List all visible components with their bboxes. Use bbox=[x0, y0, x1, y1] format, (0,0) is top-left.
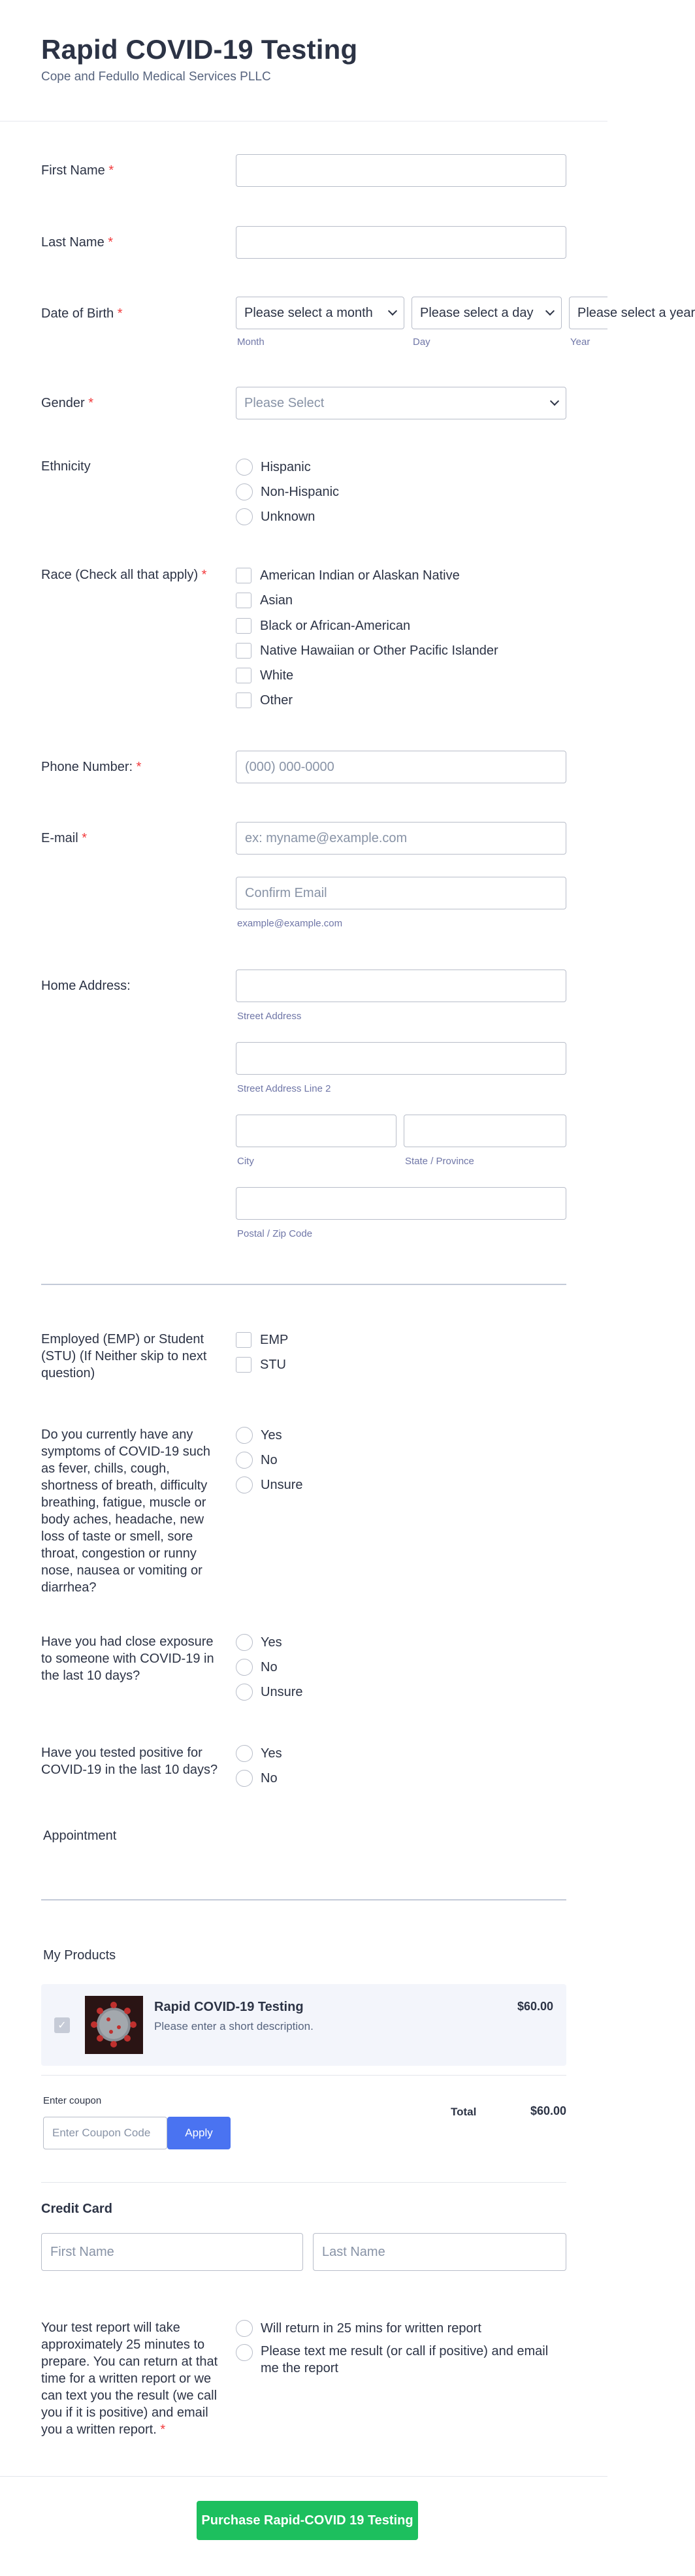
phone-input[interactable] bbox=[236, 751, 566, 783]
chevron-down-icon bbox=[545, 306, 555, 316]
gender-value: Please Select bbox=[244, 395, 325, 410]
address-label: Home Address: bbox=[41, 979, 131, 993]
footer-divider bbox=[0, 2476, 607, 2477]
last-name-input[interactable] bbox=[236, 226, 566, 259]
section-divider bbox=[41, 1284, 566, 1285]
last-name-label: Last Name * bbox=[41, 235, 114, 250]
race-option-asian[interactable]: Asian bbox=[236, 591, 293, 610]
symptoms-option-unsure[interactable]: Unsure bbox=[236, 1476, 302, 1494]
dob-label: Date of Birth * bbox=[41, 306, 123, 321]
product-price: $60.00 bbox=[517, 2000, 553, 2013]
symptoms-option-no[interactable]: No bbox=[236, 1451, 278, 1469]
form-header bbox=[0, 0, 607, 122]
report-option-text[interactable]: Please text me result (or call if positive) and email me the report bbox=[236, 2343, 566, 2377]
report-label: Your test report will take approximately 25 minutes to prepare. You can return at that time for a written report or we can text you the result (we call you if it is positive) and email you a written report. * bbox=[41, 2321, 218, 2437]
race-option-black[interactable]: Black or African-American bbox=[236, 617, 410, 635]
city-input[interactable] bbox=[236, 1115, 396, 1147]
radio-icon bbox=[236, 1427, 253, 1444]
ethnicity-option-unknown[interactable]: Unknown bbox=[236, 508, 315, 526]
radio-icon bbox=[236, 1452, 253, 1469]
chevron-down-icon bbox=[550, 397, 559, 406]
checkmark-icon[interactable]: ✓ bbox=[54, 2017, 70, 2033]
employment-label: Employed (EMP) or Student (STU) (If Neither skip to next question) bbox=[41, 1332, 207, 1380]
product-item bbox=[41, 1984, 566, 2066]
city-sublabel: City bbox=[237, 1156, 254, 1167]
ethnicity-option-hispanic[interactable]: Hispanic bbox=[236, 458, 311, 476]
dob-year-select[interactable] bbox=[569, 297, 695, 329]
race-option-american-indian[interactable]: American Indian or Alaskan Native bbox=[236, 566, 460, 585]
radio-icon bbox=[236, 459, 253, 476]
card-last-name-input[interactable] bbox=[313, 2233, 566, 2271]
product-name: Rapid COVID-19 Testing bbox=[154, 2000, 304, 2014]
coupon-input[interactable] bbox=[43, 2117, 167, 2149]
credit-card-label: Credit Card bbox=[41, 2202, 112, 2216]
employment-option-stu[interactable]: STU bbox=[236, 1356, 286, 1374]
race-option-pacific-islander[interactable]: Native Hawaiian or Other Pacific Islander bbox=[236, 642, 498, 660]
card-first-name-input[interactable] bbox=[41, 2233, 303, 2271]
radio-icon bbox=[236, 483, 253, 500]
total-value: $60.00 bbox=[530, 2104, 566, 2117]
radio-icon bbox=[236, 1745, 253, 1762]
exposure-option-yes[interactable]: Yes bbox=[236, 1633, 282, 1652]
checkbox-icon bbox=[236, 693, 251, 708]
dob-month-select[interactable] bbox=[236, 297, 404, 329]
race-option-other[interactable]: Other bbox=[236, 691, 293, 709]
tested-option-yes[interactable]: Yes bbox=[236, 1744, 282, 1763]
phone-label: Phone Number: * bbox=[41, 760, 142, 774]
coupon-placeholder: Enter Coupon Code bbox=[52, 2127, 151, 2139]
tested-option-no[interactable]: No bbox=[236, 1769, 278, 1787]
state-input[interactable] bbox=[404, 1115, 566, 1147]
confirm-email-placeholder: Confirm Email bbox=[245, 885, 327, 900]
dob-year-sublabel: Year bbox=[570, 336, 590, 348]
checkbox-icon bbox=[236, 1357, 251, 1373]
email-hint: example@example.com bbox=[237, 918, 343, 929]
symptoms-label: Do you currently have any symptoms of COVID-19 such as fever, chills, cough, shortness of breath, difficulty breathing, fatigue, muscle or body aches, headache, new loss of taste or smell, sore throat, congestion or runny nose, nausea or vomiting or diarrhea? bbox=[41, 1427, 210, 1595]
radio-icon bbox=[236, 1684, 253, 1701]
chevron-down-icon bbox=[388, 306, 397, 316]
tested-label: Have you tested positive for COVID-19 in the last 10 days? bbox=[41, 1746, 218, 1777]
state-sublabel: State / Province bbox=[405, 1156, 474, 1167]
dob-day-value: Please select a day bbox=[420, 305, 534, 320]
page-subtitle: Cope and Fedullo Medical Services PLLC bbox=[41, 70, 271, 84]
exposure-option-no[interactable]: No bbox=[236, 1658, 278, 1676]
email-input[interactable] bbox=[236, 822, 566, 855]
street-address-sublabel: Street Address bbox=[237, 1011, 302, 1022]
radio-icon bbox=[236, 1770, 253, 1787]
dob-month-value: Please select a month bbox=[244, 305, 373, 320]
coupon-label: Enter coupon bbox=[43, 2095, 102, 2106]
card-last-name-placeholder: Last Name bbox=[322, 2244, 385, 2259]
radio-icon bbox=[236, 2344, 253, 2361]
confirm-email-input[interactable] bbox=[236, 877, 566, 909]
gender-label: Gender * bbox=[41, 396, 94, 410]
total-label: Total bbox=[451, 2106, 477, 2118]
report-option-return[interactable]: Will return in 25 mins for written report bbox=[236, 2319, 566, 2338]
phone-placeholder: (000) 000-0000 bbox=[245, 759, 334, 774]
purchase-button[interactable]: Purchase Rapid-COVID 19 Testing bbox=[197, 2501, 418, 2540]
ethnicity-label: Ethnicity bbox=[41, 459, 91, 474]
exposure-label: Have you had close exposure to someone with COVID-19 in the last 10 days? bbox=[41, 1635, 214, 1683]
gender-select[interactable] bbox=[236, 387, 566, 419]
apply-coupon-button[interactable]: Apply bbox=[167, 2117, 231, 2149]
employment-option-emp[interactable]: EMP bbox=[236, 1331, 288, 1349]
product-description: Please enter a short description. bbox=[154, 2020, 314, 2032]
radio-icon bbox=[236, 1476, 253, 1493]
email-placeholder: ex: myname@example.com bbox=[245, 830, 408, 845]
radio-icon bbox=[236, 2320, 253, 2337]
street-address-input[interactable] bbox=[236, 970, 566, 1002]
products-label: My Products bbox=[43, 1948, 116, 1963]
zip-input[interactable] bbox=[236, 1187, 566, 1220]
street-address-2-input[interactable] bbox=[236, 1042, 566, 1075]
card-first-name-placeholder: First Name bbox=[50, 2244, 114, 2259]
radio-icon bbox=[236, 1634, 253, 1651]
checkbox-icon bbox=[236, 1332, 251, 1348]
ethnicity-option-non-hispanic[interactable]: Non-Hispanic bbox=[236, 483, 339, 501]
checkbox-icon bbox=[236, 668, 251, 683]
section-divider bbox=[41, 2075, 566, 2076]
dob-day-select[interactable] bbox=[412, 297, 562, 329]
section-divider bbox=[41, 1899, 566, 1900]
symptoms-option-yes[interactable]: Yes bbox=[236, 1426, 282, 1444]
checkbox-icon bbox=[236, 643, 251, 659]
email-label: E-mail * bbox=[41, 831, 88, 845]
first-name-label: First Name * bbox=[41, 163, 114, 178]
first-name-input[interactable] bbox=[236, 154, 566, 187]
race-label: Race (Check all that apply) * bbox=[41, 568, 207, 582]
radio-icon bbox=[236, 1659, 253, 1676]
dob-year-value: Please select a year bbox=[577, 305, 695, 320]
page-title: Rapid COVID-19 Testing bbox=[41, 34, 358, 65]
radio-icon bbox=[236, 508, 253, 525]
appointment-label: Appointment bbox=[43, 1829, 117, 1843]
exposure-option-unsure[interactable]: Unsure bbox=[236, 1683, 302, 1701]
checkbox-icon bbox=[236, 618, 251, 634]
dob-day-sublabel: Day bbox=[413, 336, 430, 348]
checkbox-icon bbox=[236, 568, 251, 583]
race-option-white[interactable]: White bbox=[236, 666, 293, 685]
checkbox-icon bbox=[236, 593, 251, 608]
section-divider bbox=[41, 2182, 566, 2183]
dob-month-sublabel: Month bbox=[237, 336, 265, 348]
zip-sublabel: Postal / Zip Code bbox=[237, 1228, 313, 1239]
street-address-2-sublabel: Street Address Line 2 bbox=[237, 1083, 331, 1094]
virus-image-icon bbox=[85, 1996, 143, 2054]
